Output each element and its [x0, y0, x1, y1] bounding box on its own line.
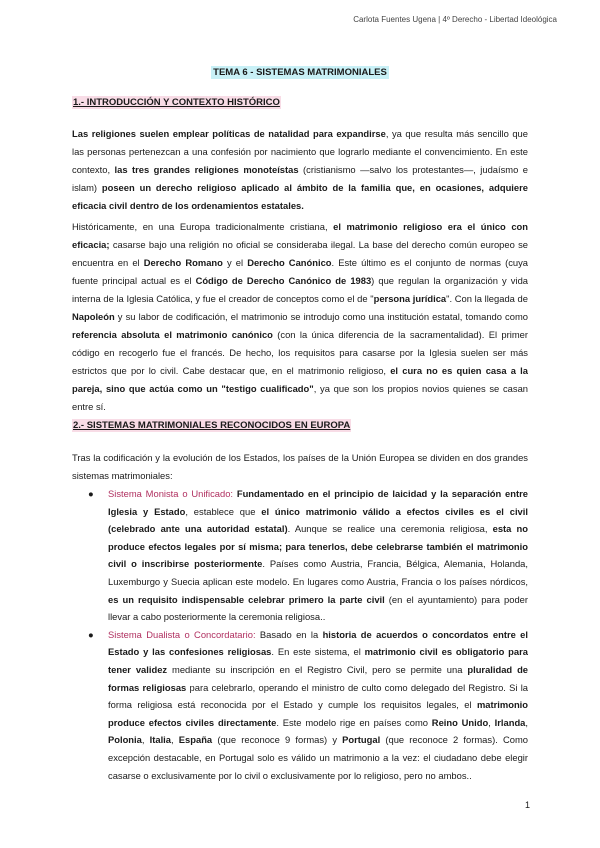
- text-run: , ya que son los propios novios quienes se casan entre sí.: [72, 383, 529, 412]
- bold-text: las tres grandes religiones monoteístas: [114, 164, 299, 175]
- text-run: (cristianismo —salvo los protestantes—, judaísmo e islam): [72, 164, 529, 193]
- bold-text: Derecho Canónico: [247, 257, 332, 268]
- bold-text: Napoleón: [72, 311, 115, 322]
- text-run: y su labor de codificación, el matrimonio se introdujo como una institución estatal, tomando como: [114, 311, 528, 322]
- text-run: ,: [525, 716, 529, 728]
- text-run: . Países como Austria, Francia, Bélgica, Alemania, Holanda, Luxemburgo y Suecia aplican este modelo. En lugares como Austria, Francia o los países nórdicos,: [108, 558, 528, 587]
- text-run: (que reconoce 9 formas) y: [212, 734, 343, 746]
- text-run: . Aunque se realice una ceremonia religiosa,: [287, 523, 493, 535]
- paragraph-intro-2: [72, 218, 528, 416]
- bold-text: poseen un derecho religioso aplicado al ámbito de la familia que, en ocasiones, adquiere eficacia civil dentro de los ordenamientos estatales.: [72, 182, 528, 211]
- text-run: (que reconoce 2 formas). Como excepción destacable, en Portugal solo es válido un matrimonio a la vez: el ciudadano debe elegir casarse o exclusivamente por lo civil o exclusivamente por lo religioso, pero no ambos..: [108, 734, 528, 781]
- bold-text: esta no produce efectos legales por sí misma; para tenerlos, debe celebrarse también el matrimonio civil o inscribirse posteriormente: [108, 523, 529, 570]
- bold-text: Reino Unido: [431, 716, 489, 728]
- text-run: . En este sistema, el: [271, 646, 365, 658]
- bold-text: Código de Derecho Canónico de 1983: [195, 275, 372, 286]
- text-run: , establece que: [185, 505, 262, 517]
- text-run: , ya que resulta más sencillo que las personas pertenezcan a una confesión por nacimiento que lograrlo mediante el convencimiento. En este contexto,: [72, 128, 528, 175]
- bold-text: persona jurídica: [373, 293, 447, 304]
- text-run: ,: [141, 734, 150, 746]
- bullet-icon: ●: [88, 628, 94, 640]
- page-number: 1: [524, 800, 530, 810]
- bold-text: el cura no es quien casa a la pareja, sino que actúa como un "testigo cualificado": [72, 365, 528, 394]
- bold-text: matrimonio produce efectos civiles directamente: [108, 699, 528, 728]
- list-item-dualist: [72, 626, 528, 784]
- bold-text: Portugal: [342, 734, 381, 746]
- bold-text: Polonia: [108, 734, 142, 746]
- systems-list: [72, 485, 528, 784]
- text-run: ,: [488, 716, 495, 728]
- bold-text: el matrimonio religioso era el único con eficacia;: [72, 221, 529, 250]
- text-run: ) que regulan la organización y vida interna de la Iglesia Católica, y fue el creador de conceptos como el de ": [72, 275, 528, 304]
- bold-text: Irlanda: [494, 716, 526, 728]
- paragraph-systems-intro: Tras la codificación y la evolución de los Estados, los países de la Unión Europea se dividen en dos grandes sistemas matrimoniales:: [72, 452, 528, 481]
- bold-text: historia de acuerdos o concordatos entre el Estado y las confesiones religiosas: [108, 628, 528, 658]
- bold-text: Fundamentado en el principio de laicidad y la separación entre Iglesia y Estado: [108, 488, 528, 517]
- bold-text: es un requisito indispensable celebrar primero la parte civil: [108, 593, 385, 605]
- system-name: Sistema Dualista o Concordatario:: [108, 628, 256, 640]
- bold-text: el único matrimonio válido a efectos civiles es el civil (celebrado ante una autoridad estatal): [108, 505, 528, 535]
- bold-text: España: [178, 734, 213, 746]
- text-run: para celebrarlo, operando el ministro de culto como delegado del Registro. Si la forma religiosa está reconocida por el Estado y cumple los requisitos legales, el: [108, 681, 529, 711]
- bold-text: Las religiones suelen emplear políticas de natalidad para expandirse: [72, 128, 386, 139]
- running-header: Carlota Fuentes Ugena | 4º Derecho - Libertad Ideológica: [353, 15, 557, 24]
- paragraph-intro-1: [72, 125, 528, 215]
- list-item-monist: [72, 485, 528, 626]
- text-run: . Este último es el conjunto de normas (cuya fuente principal actual es el: [72, 257, 529, 286]
- bold-text: matrimonio civil es obligatorio para tener validez: [108, 646, 528, 675]
- bold-text: Italia: [149, 734, 172, 746]
- text-run: (con la única diferencia de la sacramentalidad). El primer código en recogerlo fue el francés. De hecho, los requisitos para casarse por la Iglesia suelen ser más estrictos que por lo civil. Cabe destacar que, en el matrimonio religioso,: [72, 329, 528, 376]
- text-run: casarse bajo una religión no oficial se consideraba ilegal. La base del derecho común europeo se encuentra en el: [72, 239, 528, 268]
- bold-text: pluralidad de formas religiosas: [108, 663, 529, 693]
- bold-text: Derecho Romano: [143, 257, 223, 268]
- text-run: Basado en la: [255, 628, 323, 640]
- section-heading-intro: 1.- INTRODUCCIÓN Y CONTEXTO HISTÓRICO: [73, 97, 280, 108]
- bullet-icon: ●: [88, 488, 94, 499]
- text-run: ". Con la llegada de: [446, 293, 528, 304]
- bold-text: referencia absoluta el matrimonio canónico: [72, 329, 273, 340]
- text-run: mediante su inscripción en el Registro Civil, pero se permite una: [167, 663, 468, 675]
- section-heading-systems: 2.- SISTEMAS MATRIMONIALES RECONOCIDOS EN EUROPA: [73, 420, 351, 431]
- text-run: y el: [222, 257, 248, 268]
- text-run: (en el ayuntamiento) para poder llevar a cabo posteriormente la ceremonia religiosa..: [108, 593, 528, 623]
- system-name: Sistema Monista o Unificado:: [108, 488, 234, 499]
- text-run: . Este modelo rige en países como: [276, 716, 432, 728]
- document-title: TEMA 6 - SISTEMAS MATRIMONIALES: [213, 67, 387, 78]
- text-run: Históricamente, en una Europa tradicionalmente cristiana,: [72, 221, 334, 232]
- text-run: ,: [171, 734, 179, 746]
